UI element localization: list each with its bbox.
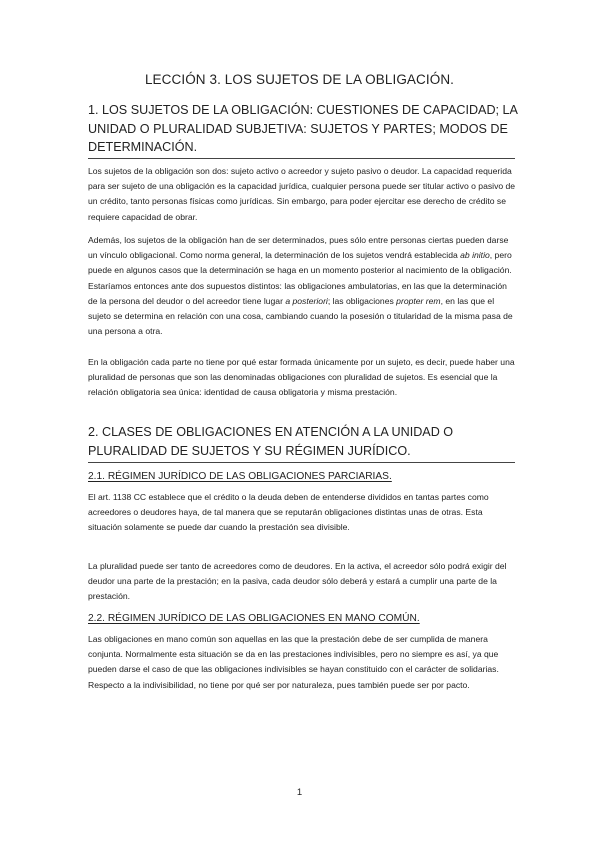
- latin-term: ab initio: [460, 250, 490, 261]
- section-1-paragraph-3: En la obligación cada parte no tiene por qué estar formada únicamente por un sujeto, es decir, puede haber una pluralidad de personas que son las denominadas obligaciones con pluralidad de sujetos. Es esencial que la relación obligatoria sea única: identidad de causa obligatoria y misma prestación.: [88, 357, 515, 398]
- paragraph-text: , en las que el sujeto se determina en relación con una cosa, cambiando cuando la posesión o titularidad de la misma pasa de una persona a otra.: [88, 295, 513, 337]
- section-1-paragraph-1: Los sujetos de la obligación son dos: sujeto activo o acreedor y sujeto pasivo o deudor. La capacidad requerida para ser sujeto de una obligación es la capacidad jurídica, cualquier persona puede ser titular activo o pasivo de un crédito, tanto personas físicas como jurídicas. Sin embargo, para poder ejercitar ese derecho de crédito se requiere capacidad de obrar.: [88, 166, 516, 222]
- paragraph-text: ; las obligaciones: [327, 295, 397, 306]
- subsection-2-1-paragraph-2: La pluralidad puede ser tanto de acreedores como de deudores. En la activa, el acreedor sólo podrá exigir del deudor una parte de la prestación; en la pasiva, cada deudor sólo deberá y estará a cumplir una parte de la prestación.: [88, 561, 507, 602]
- section-1-heading: 1. LOS SUJETOS DE LA OBLIGACIÓN: CUESTIONES DE CAPACIDAD; LA UNIDAD O PLURALIDAD SUBJETIVA: SUJETOS Y PARTES; MODOS DE DETERMINACIÓN.: [88, 103, 518, 154]
- paragraph-text: Además, los sujetos de la obligación han de ser determinados, pues sólo entre personas ciertas pueden darse un vínculo obligacional. Como norma general, la determinación de los sujetos vendrá establecida: [88, 235, 509, 261]
- latin-term: propter rem: [396, 295, 441, 306]
- section-1-rule: [88, 158, 515, 159]
- page-number: 1: [296, 787, 303, 798]
- subsection-2-1-paragraph-1: El art. 1138 CC establece que el crédito o la deuda deben de entenderse divididos en tantas partes como acreedores o deudores haya, de tal manera que se reputarán obligaciones distintas unas de otras. Esta situación solamente se puede dar cuando la prestación sea divisible.: [88, 492, 489, 533]
- subsection-2-2-heading: 2.2. RÉGIMEN JURÍDICO DE LAS OBLIGACIONES EN MANO COMÚN.: [88, 613, 420, 624]
- latin-term: a posteriori: [285, 295, 328, 306]
- page-title: LECCIÓN 3. LOS SUJETOS DE LA OBLIGACIÓN.: [144, 72, 455, 87]
- subsection-2-2-paragraph-1: Las obligaciones en mano común son aquellas en las que la prestación debe de ser cumplida de manera conjunta. Normalmente esta situación se da en las prestaciones indivisibles, pero no siempre es así, ya que pueden darse el caso de que las obligaciones indivisibles se hayan constituido con el carácter de solidarias. Respecto a la indivisibilidad, no tiene por qué ser por naturaleza, pues también puede ser por pacto.: [88, 634, 499, 690]
- section-1-paragraph-2: [88, 233, 516, 339]
- section-2-heading: 2. CLASES DE OBLIGACIONES EN ATENCIÓN A LA UNIDAD O PLURALIDAD DE SUJETOS Y SU RÉGIMEN JURÍDICO.: [88, 425, 454, 458]
- section-2-rule: [88, 462, 515, 463]
- subsection-2-1-heading: 2.1. RÉGIMEN JURÍDICO DE LAS OBLIGACIONES PARCIARIAS.: [88, 471, 392, 482]
- paragraph-text: , pero puede en algunos casos que la determinación se haga en un momento posterior al nacimiento de la obligación. Estaríamos entonces ante dos supuestos distintos: las obligaciones ambulatorias, en las que la determinación de la persona del deudor o del acreedor tiene lugar: [88, 250, 512, 306]
